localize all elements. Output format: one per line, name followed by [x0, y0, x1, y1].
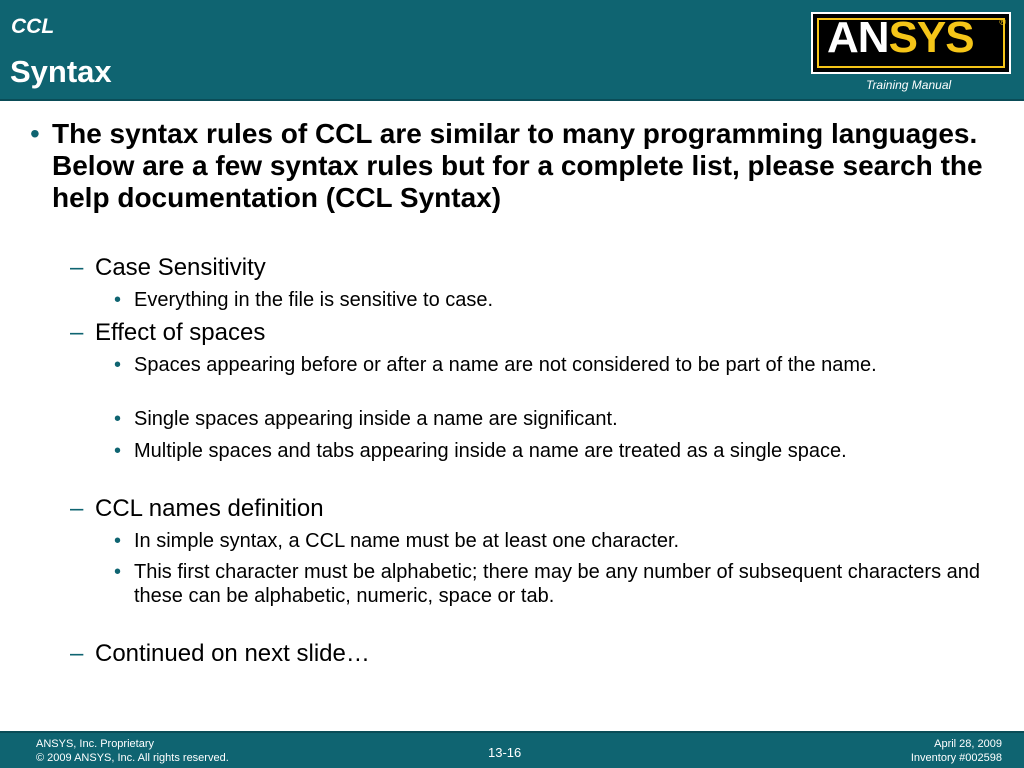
section-heading: CCL names definition: [95, 495, 324, 522]
list-item: Multiple spaces and tabs appearing inside a name are treated as a single space.: [134, 440, 847, 462]
training-manual-label: Training Manual: [866, 78, 952, 92]
date-label: April 28, 2009: [934, 738, 1002, 750]
registered-mark: ®: [999, 17, 1006, 27]
proprietary-notice: ANSYS, Inc. Proprietary: [36, 738, 154, 750]
bullet-dot-icon: •: [114, 530, 122, 552]
dash-icon: –: [70, 495, 84, 522]
header-divider: [0, 99, 1024, 101]
section-heading: Case Sensitivity: [95, 254, 266, 281]
section-name: CCL: [11, 15, 55, 38]
dash-icon: –: [70, 319, 84, 346]
bullet-dot-icon: •: [114, 408, 122, 430]
section-heading: Continued on next slide…: [95, 640, 370, 667]
list-item: In simple syntax, a CCL name must be at least one character.: [134, 530, 680, 552]
bullet-dot-icon: •: [114, 440, 122, 462]
bullet-dot-icon: •: [114, 289, 122, 311]
slide-title: Syntax: [10, 54, 112, 89]
page-number: 13-16: [488, 745, 522, 760]
footer-left: [36, 737, 229, 765]
dash-icon: –: [70, 254, 84, 281]
bullet-dot-icon: •: [114, 354, 122, 376]
bullet-dot-icon: •: [30, 118, 40, 149]
bullet-dot-icon: •: [114, 561, 122, 583]
list-item: Everything in the file is sensitive to case.: [134, 289, 494, 311]
footer-right: [911, 737, 1002, 765]
ansys-logo: [811, 12, 1011, 74]
list-item: Spaces appearing before or after a name are not considered to be part of the name.: [134, 354, 877, 376]
section-heading: Effect of spaces: [95, 319, 266, 346]
list-item: Single spaces appearing inside a name are significant.: [134, 408, 618, 430]
list-item: This first character must be alphabetic; there may be any number of subsequent characters and these can be alphabetic, numeric, space or tab.: [134, 561, 980, 607]
logo-text-sys: SYS: [888, 13, 974, 62]
main-bullet: The syntax rules of CCL are similar to many programming languages. Below are a few syntax rules but for a complete list, please search the help documentation (CCL Syntax): [52, 118, 983, 213]
dash-icon: –: [70, 640, 84, 667]
copyright-notice: © 2009 ANSYS, Inc. All rights reserved.: [36, 752, 229, 764]
logo-text: [827, 13, 974, 63]
inventory-label: Inventory #002598: [910, 752, 1002, 764]
logo-text-an: AN: [827, 13, 889, 62]
